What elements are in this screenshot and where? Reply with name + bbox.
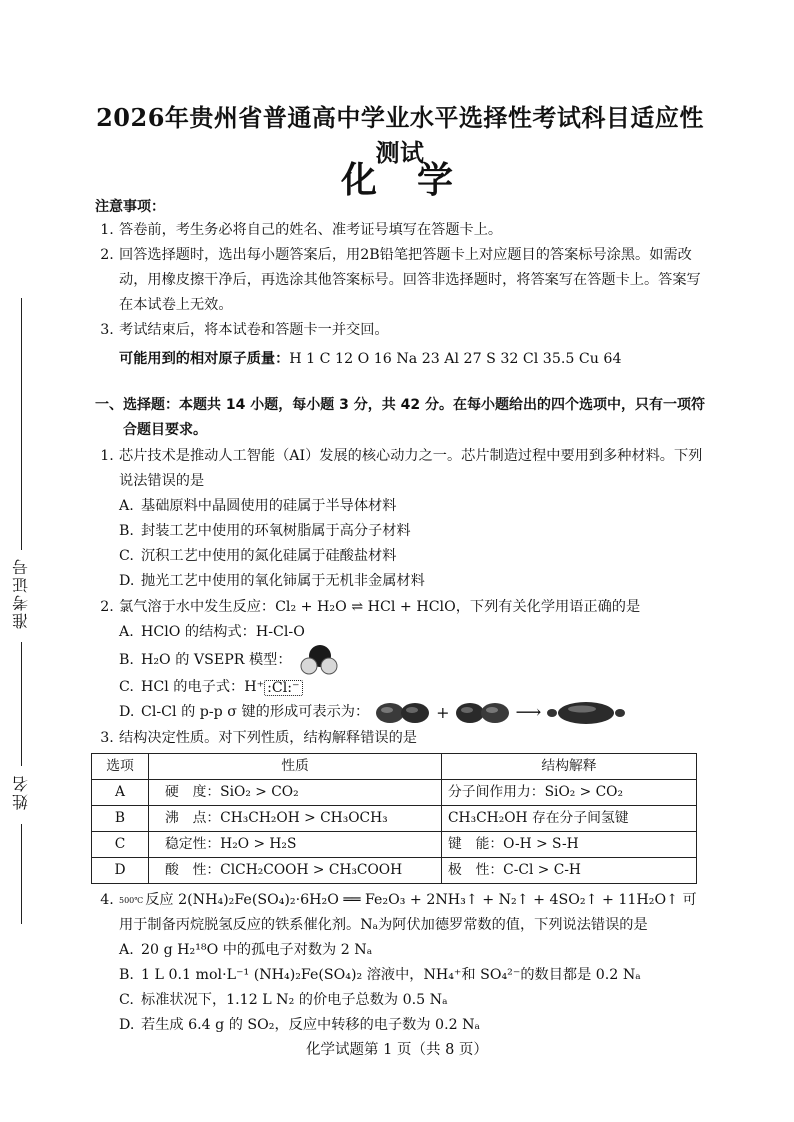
option-text: 沉积工艺中使用的氮化硅属于硅酸盐材料 [141, 548, 397, 564]
option-c [95, 675, 705, 700]
question-stem: 芯片技术是推动人工智能（AI）发展的核心动力之一。芯片制造过程中要用到多种材料。下列说法错误的是 [119, 448, 703, 489]
notice-heading: 注意事项： [95, 199, 165, 215]
option-d [95, 1013, 705, 1038]
table-cell: B [92, 806, 149, 832]
option-b [95, 645, 705, 675]
page-content [95, 196, 705, 1038]
notice-item [95, 318, 705, 343]
question-2 [95, 595, 705, 620]
option-label: B. [119, 967, 134, 983]
notice-text: 答卷前，考生务必将自己的姓名、准考证号填写在答题卡上。 [119, 222, 503, 238]
option-text: HCl 的电子式：H⁺ [141, 679, 265, 695]
option-label: B. [119, 651, 134, 668]
option-text: 20 g H₂¹⁸O 中的孤电子对数为 2 Nₐ [141, 942, 373, 958]
question-stem: 结构决定性质。对下列性质，结构解释错误的是 [119, 730, 417, 746]
question-3 [95, 726, 705, 751]
column-header: 结构解释 [442, 754, 697, 780]
option-text: Cl-Cl 的 p-p σ 键的形成可表示为： [141, 704, 370, 720]
option-b [95, 519, 705, 544]
option-text: 1 L 0.1 mol·L⁻¹ (NH₄)₂Fe(SO₄)₂ 溶液中，NH₄⁺和 SO₄²⁻的数目都是 0.2 Nₐ [141, 967, 641, 983]
option-b [95, 963, 705, 988]
sigma-bond-image [546, 701, 626, 725]
option-c [95, 988, 705, 1013]
notice-item [95, 218, 705, 243]
page-footer: 化学试题第 1 页（共 8 页） [306, 1042, 488, 1058]
column-header: 性质 [149, 754, 442, 780]
question-stem-text: 反应 2(NH₄)₂Fe(SO₄)₂·6H₂O ══ Fe₂O₃ + 2NH₃↑ + N₂↑ + 4SO₂↑ + 11H₂O↑ 可用于制备丙烷脱氢反应的铁系催化剂。Nₐ为阿伏加德罗常数的值，下列说法错误的是 [119, 892, 697, 933]
atomic-masses-values: H 1 C 12 O 16 Na 23 Al 27 S 32 Cl 35.5 Cu 64 [289, 351, 622, 367]
notice-item [95, 243, 705, 318]
table-cell: 键 能：O-H > S-H [442, 832, 697, 858]
electron-dot-formula: :Cl:⁻ [264, 680, 302, 696]
subject-title: 化学 [340, 160, 493, 201]
table-cell: C [92, 832, 149, 858]
option-text: 抛光工艺中使用的氧化铈属于无机非金属材料 [141, 573, 425, 589]
name-label: 姓名 [11, 774, 31, 810]
p-orbital-right-image [455, 702, 511, 724]
table-cell: 极 性：C-Cl > C-H [442, 858, 697, 884]
option-label: B. [119, 523, 134, 539]
table-cell: 分子间作用力：SiO₂ > CO₂ [442, 780, 697, 806]
question-number: 3. [100, 730, 114, 746]
table-cell: 酸 性：ClCH₂COOH > CH₃COOH [149, 858, 442, 884]
option-text: HClO 的结构式：H-Cl-O [141, 624, 305, 640]
option-label: C. [119, 992, 134, 1008]
exam-id-label: 准考证号 [11, 557, 31, 629]
exam-id-line [21, 642, 22, 766]
question-stem: 氯气溶于水中发生反应：Cl₂ + H₂O ⇌ HCl + HClO，下列有关化学用语正确的是 [119, 599, 641, 615]
option-a [95, 938, 705, 963]
option-d [95, 700, 705, 725]
option-label: D. [119, 573, 135, 589]
notice-num: 3. [100, 322, 114, 338]
table-row [92, 858, 697, 884]
atomic-masses-label: 可能用到的相对原子质量： [119, 351, 290, 367]
structure-property-table [91, 753, 697, 884]
option-text: 若生成 6.4 g 的 SO₂，反应中转移的电子数为 0.2 Nₐ [141, 1017, 481, 1033]
table-row [92, 806, 697, 832]
table-row [92, 780, 697, 806]
p-orbital-left-image [375, 702, 431, 724]
option-c [95, 544, 705, 569]
option-d [95, 569, 705, 594]
option-label: C. [119, 548, 134, 564]
table-row [92, 832, 697, 858]
section-heading [95, 393, 705, 443]
atomic-masses [95, 347, 705, 372]
option-label: A. [119, 942, 134, 958]
table-cell: 硬 度：SiO₂ > CO₂ [149, 780, 442, 806]
table-cell: CH₃CH₂OH 存在分子间氢键 [442, 806, 697, 832]
option-label: D. [119, 1017, 135, 1033]
option-label: A. [119, 624, 134, 640]
option-label: A. [119, 498, 134, 514]
exam-title: 2026年贵州省普通高中学业水平选择性考试科目适应性测试 [96, 103, 704, 167]
option-text: 标准状况下，1.12 L N₂ 的价电子总数为 0.5 Nₐ [141, 992, 448, 1008]
section-number: 一、 [95, 397, 123, 413]
table-header-row [92, 754, 697, 780]
option-a [95, 620, 705, 645]
vsepr-model-image [298, 644, 340, 676]
notice-num: 2. [100, 247, 114, 263]
option-text: 封装工艺中使用的环氧树脂属于高分子材料 [141, 523, 411, 539]
question-stem [119, 888, 705, 938]
reaction-arrow-icon: ⟶ [515, 702, 542, 723]
question-number: 2. [100, 599, 114, 615]
question-number: 4. [100, 892, 114, 908]
table-cell: 沸 点：CH₃CH₂OH > CH₃OCH₃ [149, 806, 442, 832]
notice-num: 1. [100, 222, 114, 238]
plus-sign: + [436, 703, 450, 722]
name-line [21, 824, 22, 924]
notice-text: 考试结束后，将本试卷和答题卡一并交回。 [119, 322, 389, 338]
option-text: 基础原料中晶圆使用的硅属于半导体材料 [141, 498, 397, 514]
column-header: 选项 [92, 754, 149, 780]
option-text: H₂O 的 VSEPR 模型： [141, 651, 292, 668]
option-a [95, 494, 705, 519]
notice-text: 回答选择题时，选出每小题答案后，用2B铅笔把答题卡上对应题目的答案标号涂黑。如需改动，用橡皮擦干净后，再选涂其他答案标号。回答非选择题时，将答案写在答题卡上。答案写在本试卷上无效。 [119, 247, 701, 313]
margin-line-top [21, 298, 22, 550]
question-4 [95, 888, 705, 938]
option-label: C. [119, 679, 134, 695]
option-label: D. [119, 704, 135, 720]
table-cell: 稳定性：H₂O > H₂S [149, 832, 442, 858]
reaction-condition: 500℃ [119, 896, 144, 905]
section-instructions: 选择题：本题共 14 小题，每小题 3 分，共 42 分。在每小题给出的四个选项中，只有一项符合题目要求。 [123, 397, 705, 438]
table-cell: A [92, 780, 149, 806]
question-1 [95, 444, 705, 494]
question-number: 1. [100, 448, 114, 464]
table-cell: D [92, 858, 149, 884]
